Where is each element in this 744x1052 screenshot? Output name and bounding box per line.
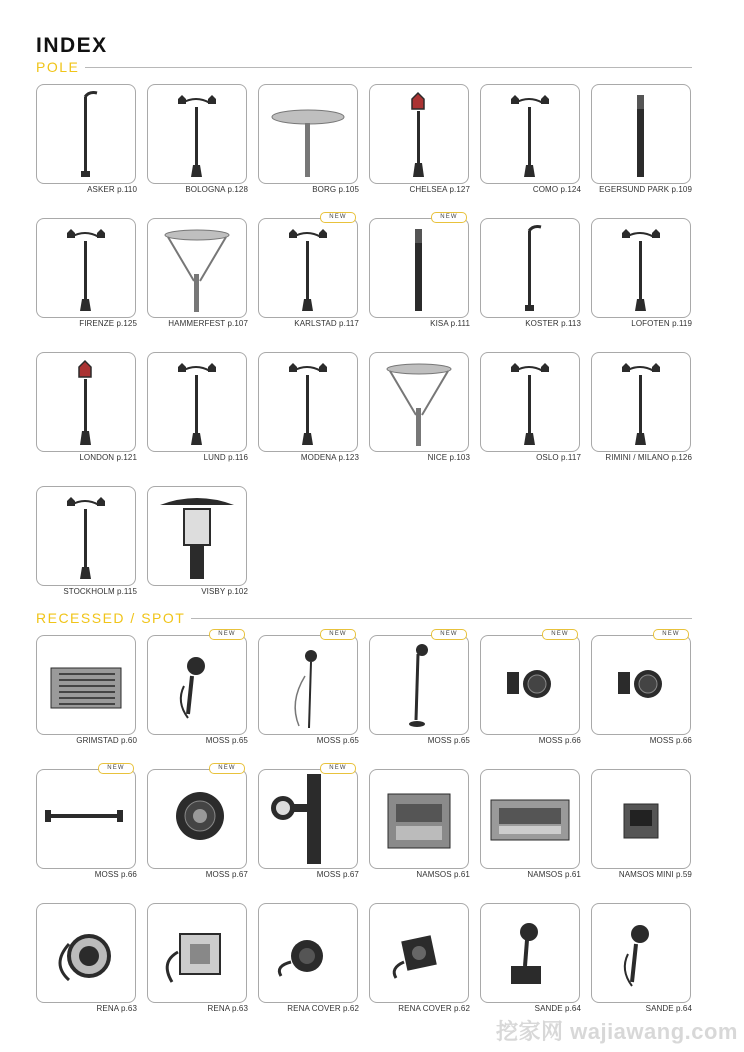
product-caption: SANDE p.64 xyxy=(534,1004,581,1013)
square-recessed-icon xyxy=(148,904,246,1002)
product-tile xyxy=(36,84,136,184)
product-caption: NICE p.103 xyxy=(427,453,470,462)
product-caption: MOSS p.66 xyxy=(649,736,692,745)
product-caption: MOSS p.66 xyxy=(94,870,137,879)
wall-grille-icon xyxy=(37,636,135,734)
product-caption: NAMSOS MINI p.59 xyxy=(618,870,692,879)
product-caption: FIRENZE p.125 xyxy=(79,319,137,328)
spike-spot-icon xyxy=(148,636,246,734)
product-tile xyxy=(258,769,358,869)
section-header-recessed xyxy=(36,609,692,627)
pole-lamp-icon xyxy=(481,219,579,317)
product-tile xyxy=(591,635,691,735)
product-caption: COMO p.124 xyxy=(532,185,581,194)
product-caption: RENA p.63 xyxy=(207,1004,248,1013)
new-badge: NEW xyxy=(653,629,689,640)
product-tile xyxy=(147,769,247,869)
product-tile xyxy=(36,769,136,869)
new-badge: NEW xyxy=(98,763,134,774)
product-caption: KARLSTAD p.117 xyxy=(294,319,359,328)
lantern-pole-icon xyxy=(370,85,468,183)
spike-spot-icon xyxy=(592,904,690,1002)
product-tile xyxy=(258,218,358,318)
product-caption: MOSS p.65 xyxy=(316,736,359,745)
round-cover-icon xyxy=(259,904,357,1002)
product-caption: CHELSEA p.127 xyxy=(409,185,470,194)
product-caption: MOSS p.65 xyxy=(205,736,248,745)
bollard-pole-icon xyxy=(592,85,690,183)
product-caption: NAMSOS p.61 xyxy=(527,870,581,879)
product-tile xyxy=(480,903,580,1003)
product-tile xyxy=(369,218,469,318)
product-tile xyxy=(258,635,358,735)
section-title: RECESSED / SPOT xyxy=(36,609,191,627)
new-badge: NEW xyxy=(431,629,467,640)
product-caption: RENA COVER p.62 xyxy=(398,1004,470,1013)
product-tile xyxy=(591,769,691,869)
section-title: POLE xyxy=(36,58,85,76)
pole-clamp-spot-icon xyxy=(259,770,357,868)
recessed-mini-icon xyxy=(592,770,690,868)
pole-lamp-icon xyxy=(37,85,135,183)
twin-lantern-pole-icon xyxy=(481,85,579,183)
product-caption: KISA p.111 xyxy=(430,319,470,328)
product-caption: ASKER p.110 xyxy=(87,185,137,194)
product-tile xyxy=(36,352,136,452)
product-tile xyxy=(480,218,580,318)
product-tile xyxy=(36,218,136,318)
product-caption: MODENA p.123 xyxy=(300,453,359,462)
product-caption: BORG p.105 xyxy=(312,185,359,194)
product-caption: SANDE p.64 xyxy=(645,1004,692,1013)
twin-lantern-pole-icon xyxy=(592,353,690,451)
product-caption: GRIMSTAD p.60 xyxy=(76,736,137,745)
product-caption: MOSS p.67 xyxy=(205,870,248,879)
product-tile xyxy=(147,903,247,1003)
product-caption: RENA COVER p.62 xyxy=(287,1004,359,1013)
product-tile xyxy=(480,352,580,452)
product-caption: MOSS p.67 xyxy=(316,870,359,879)
product-caption: RENA p.63 xyxy=(96,1004,137,1013)
stake-spot-icon xyxy=(259,636,357,734)
product-caption: BOLOGNA p.128 xyxy=(185,185,248,194)
product-tile xyxy=(36,486,136,586)
product-tile xyxy=(369,769,469,869)
twin-lantern-pole-icon xyxy=(481,353,579,451)
product-tile xyxy=(36,635,136,735)
lantern-pole-icon xyxy=(37,353,135,451)
product-tile xyxy=(147,218,247,318)
product-tile xyxy=(480,635,580,735)
product-tile xyxy=(147,635,247,735)
product-tile xyxy=(591,218,691,318)
product-tile xyxy=(258,84,358,184)
cone-lamp-icon xyxy=(148,219,246,317)
product-tile xyxy=(147,486,247,586)
twin-lantern-pole-icon xyxy=(148,85,246,183)
dome-lamp-icon xyxy=(148,487,246,585)
product-tile xyxy=(258,352,358,452)
section-rule xyxy=(36,67,692,68)
recessed-box-icon xyxy=(370,770,468,868)
new-badge: NEW xyxy=(209,629,245,640)
product-tile xyxy=(591,903,691,1003)
product-tile xyxy=(369,352,469,452)
ring-spot-icon xyxy=(148,770,246,868)
twin-lantern-pole-icon xyxy=(259,353,357,451)
product-caption: MOSS p.65 xyxy=(427,736,470,745)
twin-lantern-pole-icon xyxy=(148,353,246,451)
product-caption: NAMSOS p.61 xyxy=(416,870,470,879)
page-title: INDEX xyxy=(36,34,108,57)
product-caption: HAMMERFEST p.107 xyxy=(168,319,248,328)
round-recessed-icon xyxy=(37,904,135,1002)
cone-lamp-icon xyxy=(370,353,468,451)
new-badge: NEW xyxy=(320,763,356,774)
product-tile xyxy=(480,769,580,869)
section-header-pole xyxy=(36,58,692,76)
product-tile xyxy=(591,84,691,184)
product-tile xyxy=(147,84,247,184)
product-caption: VISBY p.102 xyxy=(201,587,248,596)
wall-spot-icon xyxy=(481,636,579,734)
twin-lantern-pole-icon xyxy=(37,219,135,317)
twin-lantern-pole-icon xyxy=(259,219,357,317)
twin-lantern-pole-icon xyxy=(592,219,690,317)
watermark: 挖家网 wajiawang.com xyxy=(496,1019,738,1044)
new-badge: NEW xyxy=(320,212,356,223)
disc-lamp-icon xyxy=(259,85,357,183)
bollard-pole-icon xyxy=(370,219,468,317)
new-badge: NEW xyxy=(209,763,245,774)
product-tile xyxy=(369,903,469,1003)
product-caption: LOFOTEN p.119 xyxy=(631,319,692,328)
product-tile xyxy=(369,84,469,184)
product-caption: MOSS p.66 xyxy=(538,736,581,745)
product-caption: OSLO p.117 xyxy=(536,453,581,462)
product-tile xyxy=(480,84,580,184)
wall-spot-icon xyxy=(592,636,690,734)
product-tile xyxy=(258,903,358,1003)
bollard-spot-icon xyxy=(370,636,468,734)
product-caption: RIMINI / MILANO p.126 xyxy=(605,453,692,462)
product-tile xyxy=(36,903,136,1003)
recessed-wide-icon xyxy=(481,770,579,868)
product-tile xyxy=(369,635,469,735)
new-badge: NEW xyxy=(542,629,578,640)
product-tile xyxy=(147,352,247,452)
new-badge: NEW xyxy=(431,212,467,223)
product-caption: LUND p.116 xyxy=(203,453,248,462)
product-caption: STOCKHOLM p.115 xyxy=(63,587,137,596)
product-caption: KOSTER p.113 xyxy=(525,319,581,328)
twin-lantern-pole-icon xyxy=(37,487,135,585)
box-spot-icon xyxy=(481,904,579,1002)
product-tile xyxy=(591,352,691,452)
square-cover-icon xyxy=(370,904,468,1002)
bar-spot-icon xyxy=(37,770,135,868)
new-badge: NEW xyxy=(320,629,356,640)
product-caption: EGERSUND PARK p.109 xyxy=(599,185,692,194)
product-caption: LONDON p.121 xyxy=(79,453,137,462)
